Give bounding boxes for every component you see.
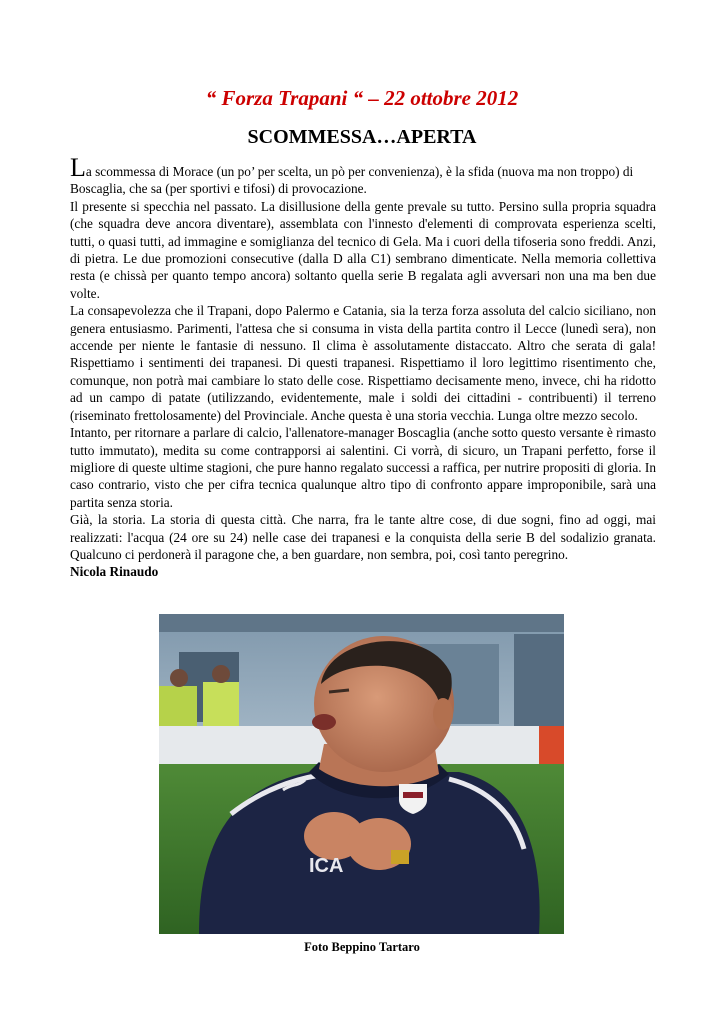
article-paragraph: Intanto, per ritornare a parlare di calcio, l'allenatore-manager Boscaglia (anche sotto questo versante è rimasto tutto immutato), medita su come contrapporsi ai salentini. Ci vorrà, di sicuro, un Trapani perfetto, forse il migliore di queste ultime stagioni, che pure hanno regalato successi a raffica, per nutrire propositi di gloria. In caso contrario, visto che per cifra tecnica qualunque altro tipo di confronto appare improponibile, sarà una partita senza storia. [70,425,656,510]
article-body [70,153,656,581]
drop-cap: L [70,153,86,182]
shirt-sponsor-text: ICA [309,855,344,877]
article-heading: SCOMMESSA…APERTA [247,126,477,148]
coach-photo [159,614,564,934]
article-paragraph-text: a scommessa di Morace (un po’ per scelta, un pò per convenienza), è la sfida (nuova ma non troppo) di Boscaglia, che sa (per sportivi e tifosi) di provocazione. [70,164,634,197]
article-paragraph [70,153,656,198]
article-paragraph: Il presente si specchia nel passato. La disillusione della gente prevale su tutto. Persino sulla propria squadra (che squadra deve ancora diventare), assemblata con l'innesto d'elementi di comprovata esperienza scelti, tutti, o quasi tutti, ad immagine e somiglianza del tecnico di Gela. Ma i cuori della tifoseria sono freddi. Anzi, di pietra. Le due promozioni consecutive (dalla D alla C1) sembrano dimenticate. Nella memoria collettiva resta (e chissà per quanto tempo ancora) soltanto quella serie B regalata agli avversari non una ma ben due volte. [70,198,656,301]
photo-caption: Foto Beppino Tartaro [304,940,420,954]
header-title: “ Forza Trapani “ – 22 ottobre 2012 [205,86,519,110]
article-paragraph: La consapevolezza che il Trapani, dopo Palermo e Catania, sia la terza forza assoluta del calcio siciliano, non genera entusiasmo. Parimenti, l'attesa che si consuma in vista della partita contro il Lecce (lunedì sera), non accende per niente le fantasie di nessuno. Il clima è assolutamente distaccato. Altro che serata di gala! Rispettiamo i sentimenti dei trapanesi. Di questi trapanesi. Rispettiamo il loro legittimo risentimento che, comunque, non potrà mai cambiare lo stato delle cose. Rispettiamo decisamente meno, invece, chi ha ridotto ad un campo di patate (utilizzando, evidentemente, male i soldi dei cittadini - contribuenti) il terreno (riseminato frettolosamente) del Provinciale. Anche questa è una storia vecchia. Lunga oltre mezzo secolo. [70,303,656,423]
author-name: Nicola Rinaudo [70,564,159,580]
article-paragraph: Già, la storia. La storia di questa città. Che narra, fra le tante altre cose, di due sogni, fino ad oggi, mai realizzati: l'acqua (24 ore su 24) nelle case dei trapanesi e la conquista della serie B del sodalizio granata. Qualcuno ci perdonerà il paragone che, a ben guardare, non sembra, poi, così tanto peregrino. [70,512,656,562]
coach-photo-illustration [159,614,564,934]
